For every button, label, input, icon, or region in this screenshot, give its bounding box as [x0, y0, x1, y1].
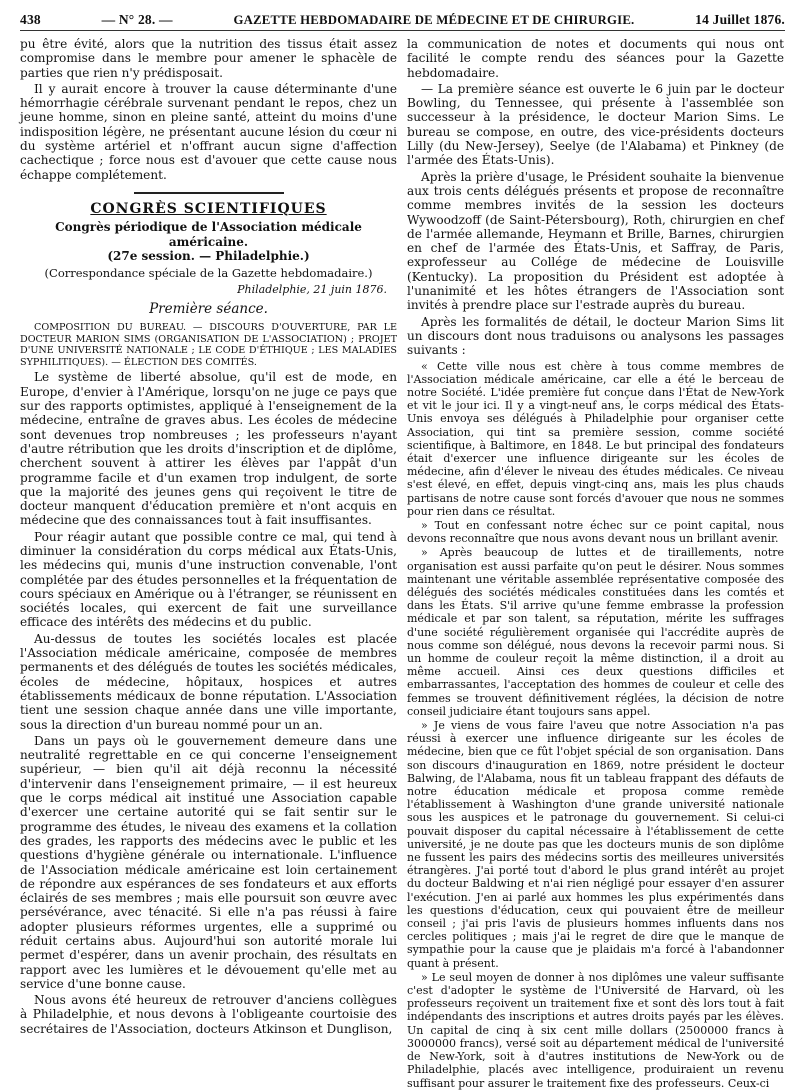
paragraph: Il y aurait encore à trouver la cause déterminante d'une hémorrhagie cérébrale survenant pendant le repos, chez un jeune homme, sinon en pleine santé, atteint du moins d'une indisposition légère, ne présentant aucune lésion du cœur ni du système artériel et n'offrant aucun signe d'affection cachectique ; force nous est d'avouer que cette cause nous échappe complétement. — [20, 81, 397, 182]
paragraph: Au-dessus de toutes les sociétés locales est placée l'Association médicale américaine, composée de membres permanents et des délégués de toutes les sociétés médicales, écoles de médecine, hôpitaux, hospices et autres établissements médicaux de bonne réputation. L'Association tient une session chaque année dans une ville importante, sous la direction d'un bureau nommé pour un an. — [20, 631, 397, 732]
paragraph: Après la prière d'usage, le Président souhaite la bienvenue aux trois cents délégués présents et propose de reconnaître comme membres invités de la session les docteurs Wywoodzoff (de Saint-Pétersbourg), Roth, chirurgien en chef de l'armée allemande, Heymann et Brille, Barnes, chirurgien en chef de l'armée des États-Unis, et Saffray, de Paris, exprofesseur au Collége de médecine de Louisville (Kentucky). La proposition du Président est adoptée à l'unanimité et les hôtes étrangers de l'Association sont invités à prendre place sur l'estrade auprès du bureau. — [407, 169, 784, 313]
columns — [20, 37, 785, 1091]
speech-quote: « Cette ville nous est chère à tous comme membres de l'Association médicale américaine, car elle a été le berceau de notre Société. L'idée première fut conçue dans l'État de New-York et vit le jour ici. Il y a vingt-neuf ans, le corps médical des États-Unis envoya ses délégués à Philadelphie pour organiser cette Association, qui tint sa première session, comme société scientifique, à Baltimore, en 1848. Le but principal des fondateurs était d'exercer une influence dirigeante sur les écoles de médecine, afin d'élever le niveau des études médicales. Ce niveau s'est élevé, en effet, depuis vingt-cinq ans, mais les plus chauds partisans de notre cause sont forcés d'avouer que nous ne sommes pour rien dans ce résultat. — [407, 359, 784, 518]
speech-quote: » Je viens de vous faire l'aveu que notre Association n'a pas réussi à exercer une influence dirigeante sur les écoles de médecine, bien que ce fût l'objet spécial de son organisation. Dans son discours d'inauguration en 1869, notre président le docteur Balwing, de l'Alabama, nous fit un tableau frappant des défauts de notre éducation médicale et proposa comme remède l'établissement à Washington d'une grande université nationale sous les auspices et le patronage du gouvernement. Si celui-ci pouvait disposer du capital nécessaire à l'établissement de cette université, je ne doute pas que les docteurs munis de son diplôme ne fussent les pairs des médecins sortis des meilleures universités étrangères. J'ai porté tout d'abord le plus grand intérêt au projet du docteur Baldwing et n'ai rien négligé pour essayer d'en assurer l'exécution. J'en ai parlé aux hommes les plus expérimentés dans les questions d'éducation, ceux qui pouvaient être de meilleur conseil ; j'ai pris l'avis de plusieurs hommes influents dans nos cercles politiques ; mais j'ai le regret de dire que le manque de sympathie pour la cause que je plaidais m'a forcé à l'abandonner quant à présent. — [407, 719, 784, 970]
section-title: CONGRÈS SCIENTIFIQUES — [90, 200, 327, 217]
place-date: Philadelphie, 21 juin 1876. — [237, 283, 387, 297]
paragraph: Après les formalités de détail, le docteur Marion Sims lit un discours dont nous traduisons ou analysons les passages suivants : — [407, 314, 784, 358]
speech-quote: » Tout en confessant notre échec sur ce point capital, nous devons reconnaître que nous avons devant nous un brillant avenir. — [407, 518, 784, 546]
right-column — [407, 37, 784, 1091]
session-label: (27e session. — Philadelphie.) — [107, 248, 310, 263]
speech-quote: » Après beaucoup de luttes et de tiraillements, notre organisation est aussi parfaite qu'on peut le désirer. Nous sommes maintenant une véritable assemblée représentative composée des délégués des sociétés médicales constituées dans les comtés et dans les États. S'il arrive qu'une femme embrasse la profession médicale et par son talent, sa réputation, mérite les suffrages d'une société régulièrement organisée qui l'accrédite auprès de nous comme son délégué, nous devons la recevoir parmi nous. Si un homme de couleur reçoit la même distinction, il a droit au même accueil. Ainsi ces deux questions difficiles et embarrassantes, l'acceptation des hommes de couleur et celle des femmes se trouvent définitivement réglées, la décision de notre conseil judiciaire étant toujours sans appel. — [407, 546, 784, 718]
page-header — [20, 12, 785, 31]
paragraph: Le système de liberté absolue, qu'il est de mode, en Europe, d'envier à l'Amérique, lorsqu'on ne juge ce pays que sur des rapports optimistes, appliqué à l'enseignement de la médecine, entraîne de graves abus. Les écoles de médecine sont devenues trop nombreuses ; les professeurs n'ayant d'autre rétribution que les droits d'inscription et de diplôme, cherchent souvent à attirer les élèves par l'appât d'un programme facile et d'un examen trop indulgent, de sorte que la majorité des jeunes gens qui reçoivent le titre de docteur manquent d'éducation première et n'ont acquis en médecine que des connaissances tout à fait insuffisantes. — [20, 370, 397, 528]
section-divider — [134, 192, 284, 194]
issue-number: — N° 28. — — [101, 12, 173, 27]
seance-heading: Première séance. — [149, 300, 268, 317]
paragraph: Dans un pays où le gouvernement demeure dans une neutralité regrettable en ce qui concerne l'enseignement supérieur, — bien qu'il ait déjà reconnu la nécessité d'intervenir dans l'enseignement primaire, — il est heureux que le corps médical ait institué une Association capable d'exercer une certaine autorité qui se fait sentir sur le programme des études, le niveau des examens et la collation des grades, les rapports des médecins avec le public et les questions d'hygiène générale ou internationale. L'influence de l'Association médicale américaine est loin certainement de répondre aux espérances de ses fondateurs et aux efforts éclairés de ses membres ; mais elle poursuit son œuvre avec persévérance, avec ténacité. Si elle n'a pas réussi à faire adopter plusieurs réformes urgentes, elle a supprimé ou réduit certains abus. Aujourd'hui son autorité morale lui permet d'espérer, dans un avenir prochain, des résultats en rapport avec les lumières et le dévouement qu'elle met au service d'une bonne cause. — [20, 733, 397, 991]
paragraph: la communication de notes et documents qui nous ont facilité le compte rendu des séances pour la Gazette hebdomadaire. — [407, 37, 784, 80]
paragraph: — La première séance est ouverte le 6 juin par le docteur Bowling, du Tennessee, qui présente à l'assemblée son successeur à la présidence, le docteur Marion Sims. Le bureau se compose, en outre, des vice-présidents docteurs Lilly (du New-Jersey), Seelye (de l'Alabama) et Pinkney (de l'armée des États-Unis). — [407, 81, 784, 168]
paragraph: Nous avons été heureux de retrouver d'anciens collègues à Philadelphie, et nous devons à l'obligeante courtoisie des secrétaires de l'Association, docteurs Atkinson et Dunglison, — [20, 993, 397, 1036]
paragraph: Pour réagir autant que possible contre ce mal, qui tend à diminuer la considération du corps médical aux États-Unis, les médecins qui, munis d'une instruction convenable, l'ont complétée par des études personnelles et la fréquentation de cours spéciaux en Amérique ou à l'étranger, se réunissent en sociétés locales, qui exercent de fait une surveillance efficace des intérêts des médecins et du public. — [20, 529, 397, 630]
speech-quote: » Le seul moyen de donner à nos diplômes une valeur suffisante c'est d'adopter le système de l'Université de Harvard, où les professeurs reçoivent un traitement fixe et sont dès lors tout à fait indépendants des inscriptions et autres droits payés par les élèves. Un capital de cinq à six cent mille dollars (2500000 francs à 3000000 francs), versé soit au département médical de l'université de New-York, soit à d'autres institutions de New-York ou de Philadelphie, placés avec intelligence, produiraient un revenu suffisant pour assurer le traitement fixe des professeurs. Ceux-ci — [407, 970, 784, 1090]
correspondence-note: (Correspondance spéciale de la Gazette hebdomadaire.) — [44, 266, 373, 281]
left-column — [20, 37, 397, 1091]
page-number: 438 — [20, 12, 41, 27]
paragraph: pu être évité, alors que la nutrition des tissus était assez compromise dans le membre pour amener le sphacèle de parties que rien n'y prédisposait. — [20, 37, 397, 80]
session-summary: COMPOSITION DU BUREAU. — DISCOURS D'OUVERTURE, PAR LE DOCTEUR MARION SIMS (ORGANISATION DE L'ASSOCIATION) ; PROJET D'UNE UNIVERSITÉ NATIONALE ; LE CODE D'ÉTHIQUE ; LES MALADIES SYPHILITIQUES). — ÉLECTION DES COMITÉS. — [20, 322, 397, 368]
journal-title: GAZETTE HEBDOMADAIRE DE MÉDECINE ET DE CHIRURGIE. — [233, 13, 635, 27]
congress-name: Congrès périodique de l'Association médicale américaine. — [55, 220, 362, 249]
issue-date: 14 Juillet 1876. — [695, 12, 785, 27]
newspaper-page — [20, 12, 785, 1090]
